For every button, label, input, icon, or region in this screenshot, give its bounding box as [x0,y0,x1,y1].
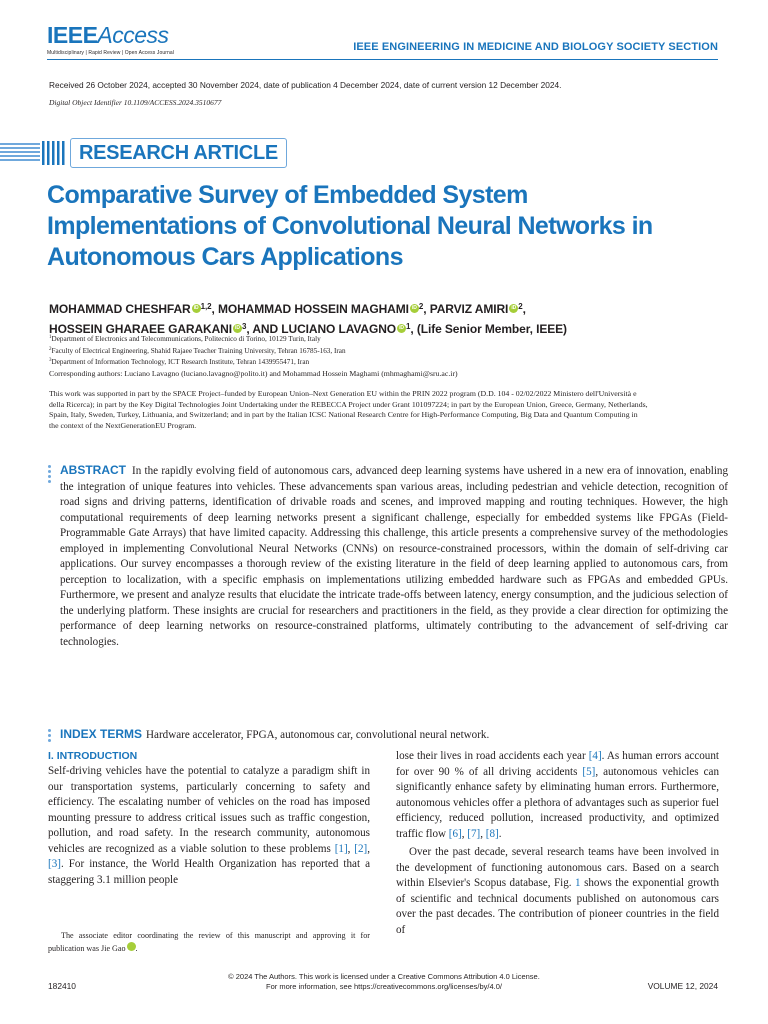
author-separator: , [423,302,430,316]
affiliation-text: Department of Information Technology, ICT Research Institute, Tehran 1439955471, Iran [51,358,310,367]
affiliation-item [49,345,346,357]
introduction-paragraph: Self-driving vehicles have the potential to catalyze a paradigm shift in our transportation systems, particularly concerning to safety and efficiency. The escalating number of vehicles on the road has imposed mounting pressure to address critical issues such as traffic congestion, pollution, and road safety. In the research community, autonomous vehicles are recognized as a viable solution to these problems [1], [2], [3]. For instance, the World Health Organization has reported that a staggering 3.1 million people [48,765,370,886]
abstract-dots-icon [48,465,52,485]
citation-link[interactable]: [8] [485,827,499,840]
citation-link[interactable]: [7] [467,827,481,840]
introduction-paragraph: lose their lives in road accidents each year [4]. As human errors account for over 90 % of all driving accidents [5], autonomous vehicles can significantly enhance safety by eliminating human errors. Furthermore, autonomous vehicles offer a plethora of advantages such as superior fuel efficiency, reduced pollution, increased productivity, and optimized traffic flow [6], [7], [8]. [396,750,719,840]
citation-link[interactable]: [3] [48,858,61,870]
affiliation-number: 2 [49,346,52,352]
body-text-span: Self-driving vehicles have the potential to catalyze a paradigm shift in our transportation systems, particularly concerning to safety and efficiency. The escalating number of vehicles on the road has imposed mounting pressure to address critical issues such as traffic congestion, pollution, and road safety. In the research community, autonomous vehicles are recognized as a viable solution to these problems [48,765,370,855]
license-link[interactable]: For more information, see https://creativecommons.org/licenses/by/4.0/ [266,981,502,991]
author-affiliation-marker: 2 [518,302,523,311]
header-divider [47,59,718,60]
body-text-span: , autonomous vehicles can significantly enhance safety by eliminating human errors. Furthermore, autonomous vehicles offer a plethora of advantages such as superior fuel efficiency, reduced pollution, increased productivity, and optimized traffic flow [396,765,719,840]
article-type-label: RESEARCH ARTICLE [79,142,278,164]
index-terms-block [60,727,728,743]
logo-tagline: Multidisciplinary | Rapid Review | Open Access Journal [47,50,174,56]
orcid-icon[interactable]: iD [127,942,136,951]
corresponding-authors: Corresponding authors: Luciano Lavagno (luciano.lavagno@polito.it) and Mohammad Hossein Maghami (mhmaghami@sru.ac.ir) [49,369,458,378]
ieee-access-logo[interactable] [47,22,174,56]
introduction-heading: I. INTRODUCTION [48,750,138,762]
citation-link[interactable]: [1] [334,842,348,855]
logo-ieee-text: IEEE [47,22,98,48]
body-text-span: . For instance, the World Health Organization has reported that a staggering 3.1 million people [48,858,370,886]
right-column [396,749,719,938]
author-name[interactable]: LUCIANO LAVAGNO [281,322,396,336]
paper-title: Comparative Survey of Embedded System Implementations of Convolutional Neural Networks in Autonomous Cars Applications [47,181,653,271]
author-separator: , [211,302,218,316]
article-type-badge [70,138,287,168]
author-affiliation-marker: 3 [241,322,247,331]
footnote-text: The associate editor coordinating the review of this manuscript and approving it for publication was Jie Gao [48,931,370,953]
author-name[interactable]: HOSSEIN GHARAEE GARAKANI [49,322,232,336]
publication-dates: Received 26 October 2024, accepted 30 November 2024, date of publication 4 December 2024, date of current version 12 December 2024. [49,80,562,90]
body-text-span: Over the past decade, several research teams have been involved in the development of functioning autonomous cars. Based on a search within Elsevier's Scopus database, Fig. [396,846,719,889]
figure-link[interactable]: 1 [575,877,581,889]
volume-label: VOLUME 12, 2024 [647,981,718,991]
affiliation-number: 1 [49,335,52,340]
author-affiliation-marker: 1 [406,322,411,331]
citation-link[interactable]: [2] [354,842,368,855]
page-number: 182410 [48,981,76,991]
introduction-paragraph [396,845,719,938]
affiliation-number: 3 [49,358,52,364]
abstract-block [60,463,728,650]
orcid-icon[interactable]: iD [410,304,419,313]
editor-footnote: The associate editor coordinating the review of this manuscript and approving it for publication was Jie Gao iD. [48,931,370,953]
author-name[interactable]: MOHAMMAD CHESHFAR [49,302,191,316]
affiliation-item [49,356,346,368]
funding-statement: This work was supported in part by the SPACE Project–funded by European Union–Next Generation EU within the PRIN 2022 program (D.D. 104 - 02/02/2022 Ministero dell'Università e della Ricerca); in part by the Key Digital Technologies Joint Undertaking under the REBECCA Project under Grant 101097224; in part by the European Union, Greece, Germany, Netherlands, Spain, Italy, Sweden, Turkey, Lithuania, and Switzerland; and in part by the Italian ICSC National Research Centre for High-Performance Computing, Big Data and Quantum Computing in the context of the NextGenerationEU Program. [49,389,648,430]
body-text-span: lose their lives in road accidents each year [396,750,589,762]
index-terms-text: Hardware accelerator, FPGA, autonomous car, convolutional neural network. [146,729,490,741]
body-text-span: shows the exponential growth of scientific and technical documents published on autonomous cars over the past decades. The contribution of pioneer countries in the field of [396,877,719,936]
author-membership: , (Life Senior Member, IEEE) [410,322,567,336]
abstract-text: In the rapidly evolving field of autonomous cars, advanced deep learning systems have ushered in a new era of innovation, enabling the integration of unique features into vehicles. These advancements span various areas, including pedestrian and vehicle detection, recognition of road signs and driving patterns, identification of drivable roads and scenes, and improved mapping and routing techniques. However, the high computational requirements of deep learning networks present a significant challenge, especially for embedded systems like FPGAs (Field-Programmable Gate Arrays) that have limited capacity. Addressing this challenge, this article presents a comprehensive survey of the methodologies employed in implementing Convolutional Neural Networks (CNNs) on resource-constrained processors, within the domain of self-driving car applications. Our survey encompasses a thorough review of the existing literature in the field of deep learning applied to autonomous cars, from perception to localization, with a specific emphasis on implementations utilizing embedded hardware such as FPGAs and embedded GPUs. Furthermore, we present and analyze results that elucidate the intricate trade-offs between latency, energy consumption, and the judicious selection of the underlying platform. These insights are crucial for researchers and practitioners in the field, as they provide a clear direction for optimizing the performance of deep learning networks on resource-constrained platforms, ultimately contributing to the advancement of self-driving car technologies. [60,465,728,648]
orcid-icon[interactable]: iD [397,324,406,333]
author-affiliation-marker: 2 [418,302,424,311]
orcid-icon[interactable]: iD [509,304,518,313]
license-line: © 2024 The Authors. This work is licensed under a Creative Commons Attribution 4.0 License. [228,972,540,981]
journal-section-title: IEEE ENGINEERING IN MEDICINE AND BIOLOGY SOCIETY SECTION [353,41,718,53]
citation-link[interactable]: [6] [448,827,462,840]
author-separator: , AND [246,322,282,336]
author-name[interactable]: MOHAMMAD HOSSEIN MAGHAMI [217,302,409,316]
index-terms-label: INDEX TERMS [60,727,143,741]
author-separator: , [522,302,526,316]
author-list [49,298,729,338]
affiliation-text: Department of Electronics and Telecommunications, Politecnico di Torino, 10129 Turin, Italy [51,335,321,343]
citation-link[interactable]: [4] [588,750,602,762]
affiliation-item [49,333,346,345]
doi-line[interactable]: Digital Object Identifier 10.1109/ACCESS.2024.3510677 [49,98,222,107]
logo-access-text: Access [97,22,169,48]
orcid-icon[interactable]: iD [192,304,201,313]
affiliation-text: Faculty of Electrical Engineering, Shahid Rajaee Teacher Training University, Tehran 16785-163, Iran [51,346,346,355]
article-type-stripes-icon [0,138,68,168]
affiliation-list [49,333,346,368]
orcid-icon[interactable]: iD [233,324,242,333]
index-terms-dots-icon [48,729,52,744]
body-text-span: . As human errors account for over 90 % of all driving accidents [396,750,719,778]
left-column [48,749,370,888]
author-affiliation-marker: 1,2 [200,302,212,311]
author-name[interactable]: PARVIZ AMIRI [429,302,509,316]
citation-link[interactable]: [5] [582,765,596,778]
abstract-label: ABSTRACT [60,463,126,477]
